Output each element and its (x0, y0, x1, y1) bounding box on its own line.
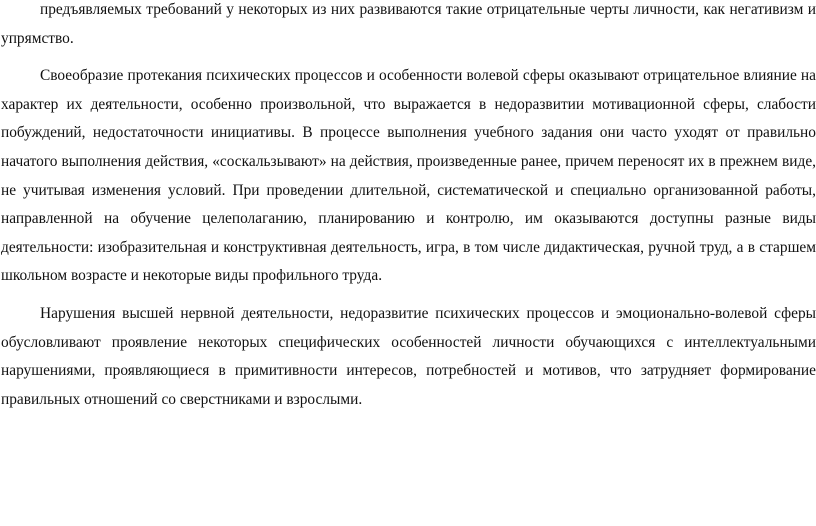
paragraph-volitional-sphere: Своеобразие протекания психических процессов и особенности волевой сферы оказывают отрицательное влияние на характер их деятельности, особенно произвольной, что выражается в недоразвитии мотивационной сферы, слабости побуждений, недостаточности инициативы. В процессе выполнения учебного задания они часто уходят от правильно начатого выполнения действия, «соскальзывают» на действия, произведенные ранее, причем переносят их в прежнем виде, не учитывая изменения условий. При проведении длительной, систематической и специально организованной работы, направленной на обучение целеполаганию, планированию и контролю, им оказываются доступны разные виды деятельности: изобразительная и конструктивная деятельность, игра, в том числе дидактическая, ручной труд, а в старшем школьном возрасте и некоторые виды профильного труда. (1, 67, 816, 285)
paragraph-personality-features: Нарушения высшей нервной деятельности, недоразвитие психических процессов и эмоционально-волевой сферы обусловливают проявление некоторых специфических особенностей личности обучающихся с интеллектуальными нарушениями, проявляющиеся в примитивности интересов, потребностей и мотивов, что затрудняет формирование правильных отношений со сверстниками и взрослыми. (1, 304, 816, 408)
paragraph-continuation: предъявляемых требований у некоторых из них развиваются такие отрицательные черты личности, как негативизм и упрямство. (1, 1, 816, 47)
